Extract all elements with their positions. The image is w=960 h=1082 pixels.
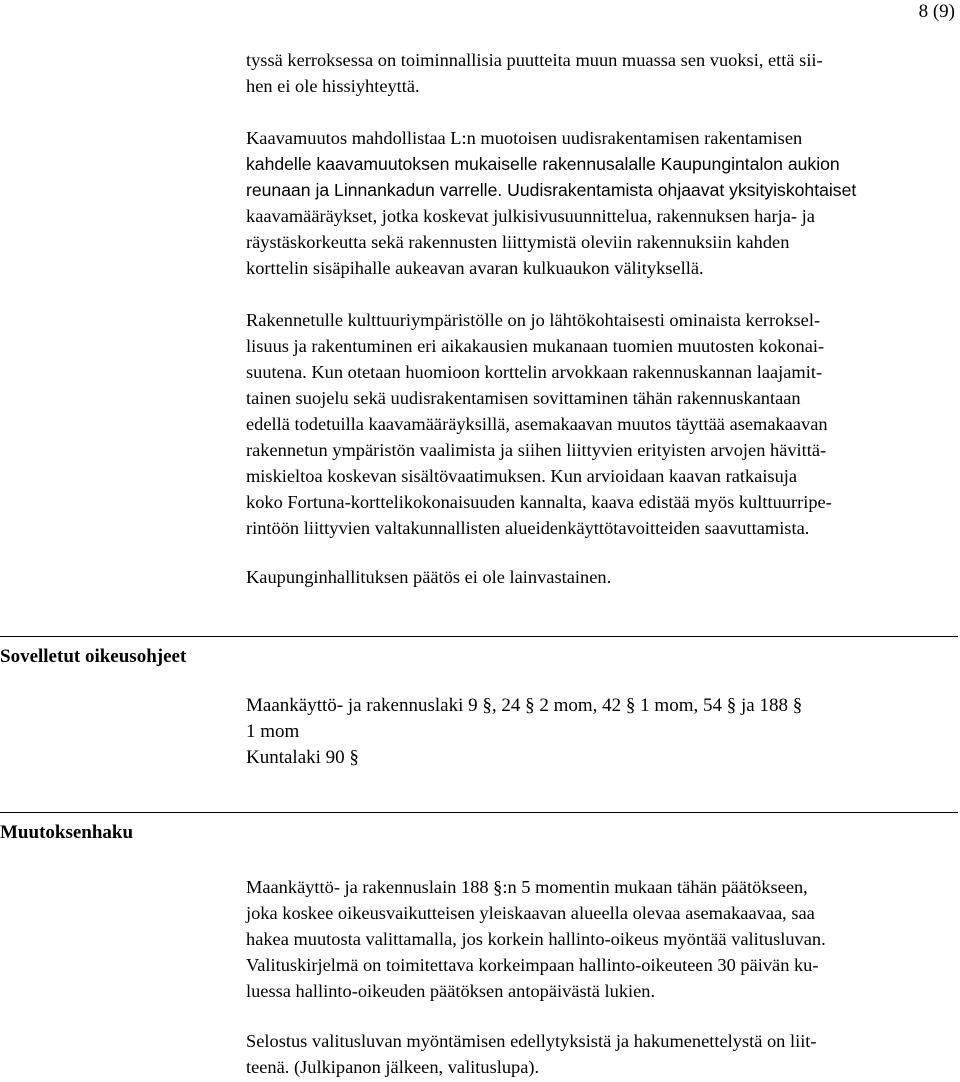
- text-line: tyssä kerroksessa on toiminnallisia puutteita muun muassa sen vuoksi, että sii-: [246, 50, 823, 70]
- section-heading-appeal: Muutoksenhaku: [0, 812, 958, 845]
- text-line: Kaavamuutos mahdollistaa L:n muotoisen uudisrakentamisen rakentamisen: [246, 128, 803, 148]
- text-line: räystäskorkeutta sekä rakennusten liittymistä oleviin rakennuksiin kahden: [246, 232, 790, 252]
- law-reference: Kuntalaki 90 §: [246, 747, 359, 768]
- text-line: lisuus ja rakentuminen eri aikakausien mukanaan tuomien muutosten kokonai-: [246, 336, 825, 356]
- text-line: Valituskirjelmä on toimitettava korkeimpaan hallinto-oikeuteen 30 päivän ku-: [246, 955, 819, 975]
- law-reference: 1 mom: [246, 721, 300, 742]
- text-line: joka koskee oikeusvaikutteisen yleiskaavan alueella olevaa asemakaavaa, saa: [246, 903, 815, 923]
- text-line: kaavamääräykset, jotka koskevat julkisivusuunnittelua, rakennuksen harja- ja: [246, 206, 815, 226]
- text-line: luessa hallinto-oikeuden päätöksen antopäivästä lukien.: [246, 981, 656, 1001]
- paragraph-1: [246, 47, 954, 99]
- text-line: Kaupunginhallituksen päätös ei ole lainvastainen.: [246, 567, 612, 587]
- applied-law-list: [246, 693, 954, 771]
- text-line: koko Fortuna-korttelikokonaisuuden kannalta, kaava edistää myös kulttuurripe-: [246, 492, 832, 512]
- page-number: 8 (9): [918, 1, 955, 22]
- text-line: rakennetun ympäristön vaalimista ja siihen liittyvien erityisten arvojen hävittä-: [246, 440, 827, 460]
- text-line: korttelin sisäpihalle aukeavan avaran kulkuaukon välityksellä.: [246, 258, 704, 278]
- text-line-start: reunaan ja Linnankadun varrelle.: [246, 180, 503, 200]
- text-line: Maankäyttö- ja rakennuslain 188 §:n 5 momentin mukaan tähän päätökseen,: [246, 877, 808, 897]
- text-line: hakea muutosta valittamalla, jos korkein hallinto-oikeus myöntää valitusluvan.: [246, 929, 826, 949]
- paragraph-4: [246, 564, 954, 590]
- text-line: Rakennetulle kulttuuriympäristölle on jo lähtökohtaisesti ominaista kerroksel-: [246, 310, 821, 330]
- text-line: suutena. Kun otetaan huomioon korttelin arvokkaan rakennuskannan laajamit-: [246, 362, 823, 382]
- text-line: rintöön liittyvien valtakunnallisten alueidenkäyttötavoitteiden saavuttamista.: [246, 518, 810, 538]
- text-line: kahdelle kaavamuutoksen mukaiselle rakennusalalle Kaupungintalon aukion: [246, 154, 840, 174]
- text-line: [246, 177, 954, 203]
- text-line: teenä. (Julkipanon jälkeen, valituslupa).: [246, 1057, 540, 1077]
- text-line: edellä todetuilla kaavamääräyksillä, asemakaavan muutos täyttää asemakaavan: [246, 414, 828, 434]
- section-heading-applied-law: Sovelletut oikeusohjeet: [0, 636, 958, 669]
- law-reference: Maankäyttö- ja rakennuslaki 9 §, 24 § 2 mom, 42 § 1 mom, 54 § ja 188 §: [246, 695, 803, 716]
- text-line-end: Uudisrakentamista ohjaavat yksityiskohtaiset: [502, 180, 857, 200]
- text-line: hen ei ole hissiyhteyttä.: [246, 76, 420, 96]
- text-line: Selostus valitusluvan myöntämisen edellytyksistä ja hakumenettelystä on liit-: [246, 1031, 817, 1051]
- paragraph-2: [246, 125, 954, 281]
- text-line: tainen suojelu sekä uudisrakentamisen sovittaminen tähän rakennuskantaan: [246, 388, 801, 408]
- appeal-paragraph-2: [246, 1028, 954, 1080]
- appeal-paragraph-1: [246, 874, 954, 1004]
- paragraph-3: [246, 307, 954, 541]
- text-line: miskieltoa koskevan sisältövaatimuksen. Kun arvioidaan kaavan ratkaisuja: [246, 466, 798, 486]
